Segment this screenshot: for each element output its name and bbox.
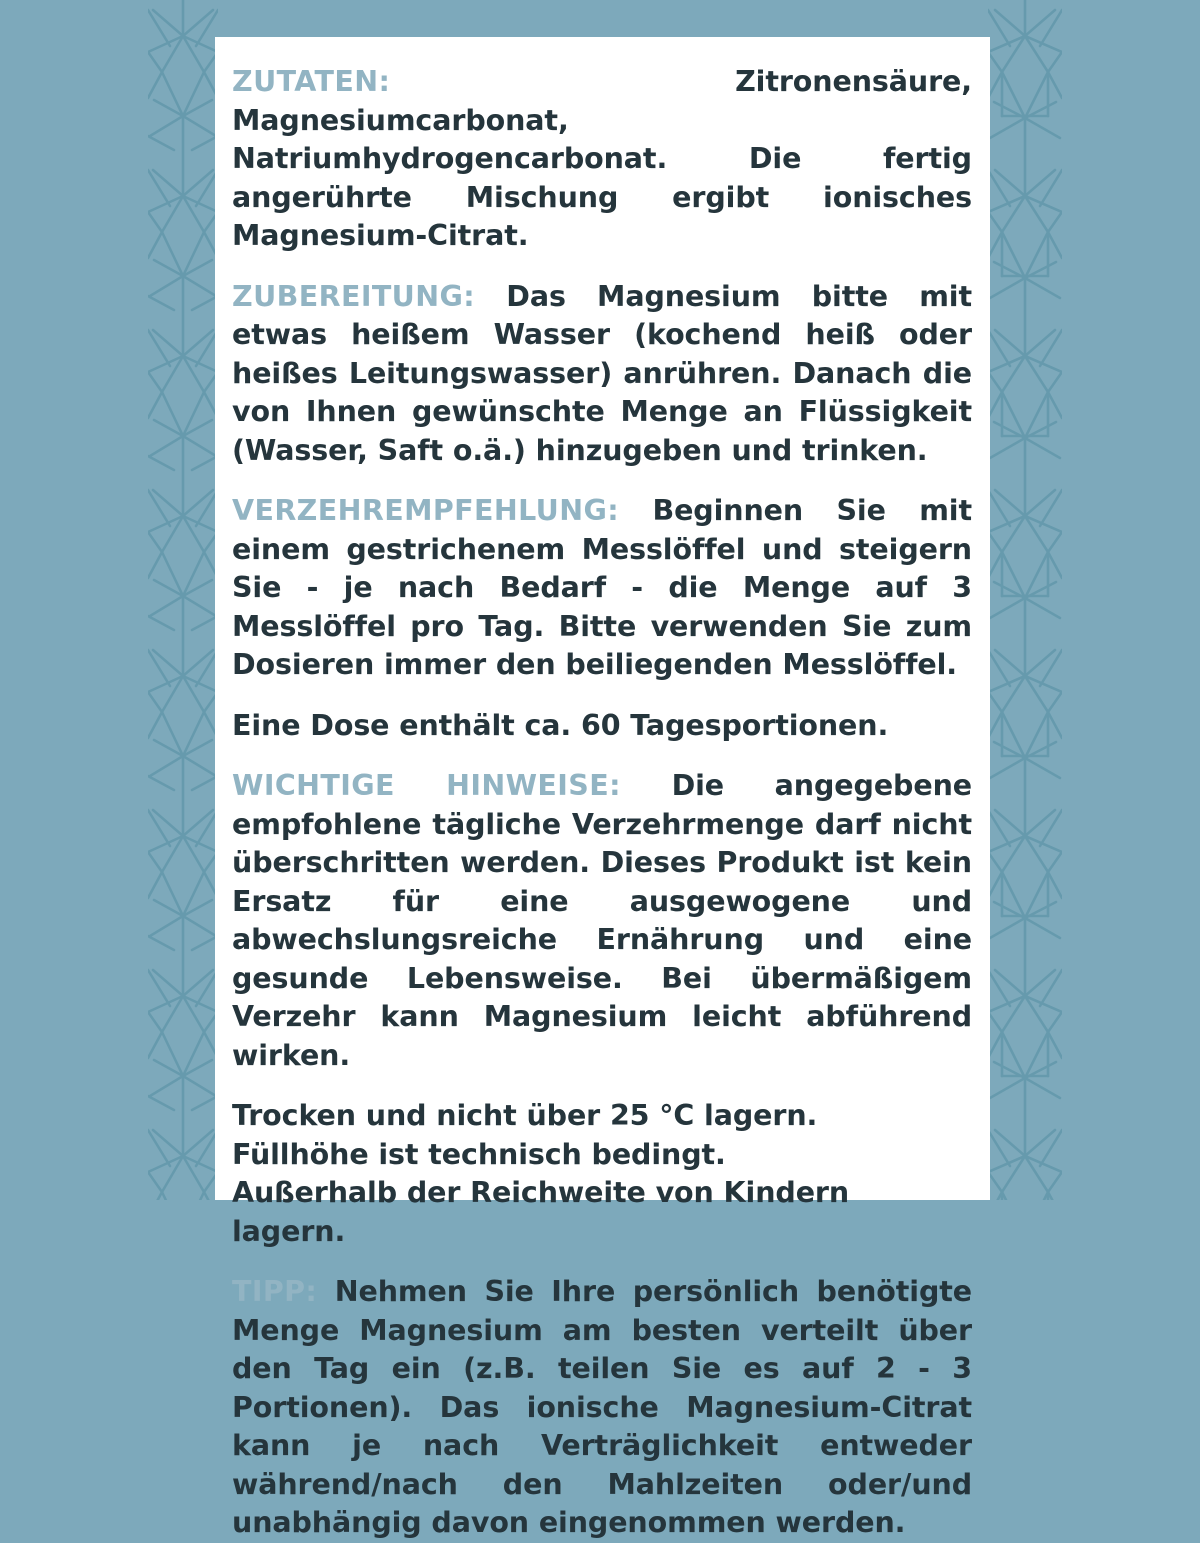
section-tipp [232, 1273, 972, 1543]
section-body-zutaten: Zitronensäure, Magnesiumcarbonat, Natriumhydrogencarbonat. Die fertig angerührte Mischung ergibt ionisches Magnesium-Citrat. [232, 65, 972, 252]
section-heading-wichtige-hinweise: WICHTIGE HINWEISE: [232, 769, 621, 802]
section-wichtige-hinweise [232, 767, 972, 1075]
section-heading-verzehrempfehlung: VERZEHREMPFEHLUNG: [232, 494, 620, 527]
section-body-dosenportionen: Eine Dose enthält ca. 60 Tagesportionen. [232, 708, 889, 742]
section-body-tipp: Nehmen Sie Ihre persönlich benötigte Menge Magnesium am besten verteilt über den Tag ein (z.B. teilen Sie es auf 2 - 3 Portionen). Das ionische Magnesium-Citrat kann je nach Verträglichkeit entweder während/nach den Mahlzeiten oder/und unabhängig davon eingenommen werden. [232, 1275, 973, 1539]
star-lattice-pattern-icon [988, 0, 1062, 1200]
section-heading-zutaten: ZUTATEN: [232, 65, 391, 98]
section-dosenportionen [232, 707, 972, 746]
label-content-card [215, 37, 990, 1539]
section-lagerung [232, 1097, 972, 1251]
section-zutaten [232, 63, 972, 256]
decorative-pattern-band-right [988, 0, 1062, 1200]
storage-line-fill-level: Füllhöhe ist technisch bedingt. [232, 1137, 726, 1171]
section-body-verzehrempfehlung: Beginnen Sie mit einem gestrichenem Messlöffel und steigern Sie - je nach Bedarf - die Menge auf 3 Messlöffel pro Tag. Bitte verwenden Sie zum Dosieren immer den beiliegenden Messlöffel. [232, 494, 972, 681]
section-zubereitung [232, 278, 972, 471]
decorative-pattern-band-left [148, 0, 218, 1200]
section-verzehrempfehlung [232, 492, 972, 685]
section-heading-zubereitung: ZUBEREITUNG: [232, 279, 476, 313]
storage-line-children: Außerhalb der Reichweite von Kindern lagern. [232, 1176, 850, 1248]
star-lattice-pattern-icon [148, 0, 218, 1200]
storage-line-temperature: Trocken und nicht über 25 °C lagern. [232, 1099, 818, 1132]
section-body-wichtige-hinweise: Die angegebene empfohlene tägliche Verzehrmenge darf nicht überschritten werden. Dieses Produkt ist kein Ersatz für eine ausgewogene und abwechslungsreiche Ernährung und eine gesunde Lebensweise. Bei übermäßigem Verzehr kann Magnesium leicht abführend wirken. [232, 769, 973, 1072]
section-body-zubereitung: Das Magnesium bitte mit etwas heißem Wasser (kochend heiß oder heißes Leitungswasser) anrühren. Danach die von Ihnen gewünschte Menge an Flüssigkeit (Wasser, Saft o.ä.) hinzugeben und trinken. [232, 279, 972, 467]
section-heading-tipp: TIPP: [232, 1275, 318, 1308]
